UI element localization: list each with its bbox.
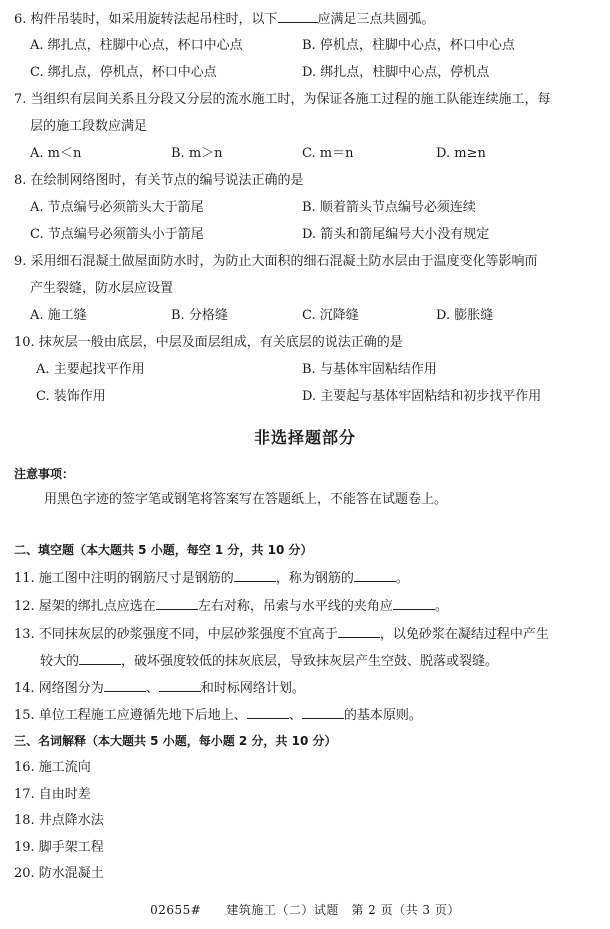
- part-title: 非选择题部分: [253, 428, 356, 447]
- q11-blank-2: [354, 568, 396, 582]
- q6-blank: [278, 9, 318, 23]
- q13-blank-2: [79, 651, 121, 665]
- q20-term: 20. 防水混凝土: [14, 866, 104, 881]
- q9-stem-line2: 产生裂缝，防水层应设置: [30, 281, 174, 296]
- section2-heading: 二、填空题（本大题共 5 小题，每空 1 分，共 10 分）: [14, 543, 313, 557]
- q7-option-c: C. m＝n: [302, 146, 354, 161]
- q13-blank-1: [338, 624, 380, 638]
- q14-blank-1: [104, 678, 146, 692]
- notice-text: 用黑色字迹的签字笔或钢笔将答案写在答题纸上，不能答在试题卷上。: [44, 492, 448, 507]
- q15-blank-2: [302, 705, 344, 719]
- q11-blank-1: [234, 568, 276, 582]
- q15: [14, 705, 422, 725]
- q18-term: 18. 井点降水法: [14, 813, 104, 828]
- q10-stem: 10. 抹灰层一般由底层，中层及面层组成，有关底层的说法正确的是: [14, 335, 403, 350]
- q8-option-d: D. 箭头和箭尾编号大小没有规定: [302, 227, 490, 242]
- q6-stem-text-b: 应满足三点共圆弧。: [317, 12, 435, 27]
- q16-term: 16. 施工流向: [14, 760, 91, 775]
- q6-option-d: D. 绑扎点，柱脚中心点，停机点: [302, 65, 490, 80]
- q9-stem-line1: 9. 采用细石混凝土做屋面防水时，为防止大面积的细石混凝土防水层由于温度变化等影响而: [14, 254, 538, 269]
- q9-option-b: B. 分格缝: [171, 308, 228, 323]
- q14-text-a: 14. 网络图分为: [14, 681, 104, 696]
- q12: [14, 596, 448, 616]
- section3-heading: 三、名词解释（本大题共 5 小题，每小题 2 分，共 10 分）: [14, 734, 337, 748]
- q9-option-a: A. 施工缝: [30, 308, 87, 323]
- q10-option-c: C. 装饰作用: [36, 389, 106, 404]
- q7-stem-line1: 7. 当组织有层间关系且分段又分层的流水施工时，为保证各施工过程的施工队能连续施工，每: [14, 92, 551, 107]
- q7-option-d: D. m≥n: [436, 146, 486, 161]
- q13-text-b: ，以免砂浆在凝结过程中产生: [379, 627, 549, 642]
- q7-option-a: A. m＜n: [30, 146, 82, 161]
- q9-option-c: C. 沉降缝: [302, 308, 359, 323]
- notice-heading: 注意事项：: [14, 467, 75, 481]
- q12-blank-2: [393, 596, 435, 610]
- q8-stem: 8. 在绘制网络图时，有关节点的编号说法正确的是: [14, 173, 304, 188]
- q10-option-d: D. 主要起与基体牢固粘结和初步找平作用: [302, 389, 542, 404]
- q15-blank-1: [247, 705, 289, 719]
- q15-text-a: 15. 单位工程施工应遵循先地下后地上、: [14, 708, 247, 723]
- q6-stem: [14, 9, 435, 29]
- q14-text-b: 、: [145, 681, 159, 696]
- q10-option-b: B. 与基体牢固粘结作用: [302, 362, 437, 377]
- q17-term: 17. 自由时差: [14, 787, 91, 802]
- q11-text-b: ，称为钢筋的: [275, 571, 354, 586]
- q6-option-a: A. 绑扎点，柱脚中心点，杯口中心点: [30, 38, 243, 53]
- q13-line1: [14, 624, 549, 644]
- q12-blank-1: [156, 596, 198, 610]
- q8-option-b: B. 顺着箭头节点编号必须连续: [302, 200, 476, 215]
- page-footer: 02655# 建筑施工（二）试题 第 2 页（共 3 页）: [150, 903, 460, 917]
- q11: [14, 568, 409, 588]
- q14-text-c: 和时标网络计划。: [200, 681, 305, 696]
- q14-blank-2: [159, 678, 201, 692]
- q13-line2: [40, 651, 498, 671]
- q8-option-a: A. 节点编号必须箭头大于箭尾: [30, 200, 204, 215]
- q12-text-a: 12. 屋架的绑扎点应选在: [14, 599, 156, 614]
- q6-option-c: C. 绑扎点，停机点，杯口中心点: [30, 65, 217, 80]
- q11-text-a: 11. 施工图中注明的钢筋尺寸是钢筋的: [14, 571, 234, 586]
- q14: [14, 678, 305, 698]
- q13-text-c: 较大的: [40, 654, 80, 669]
- q11-text-c: 。: [395, 571, 409, 586]
- q9-option-d: D. 膨胀缝: [436, 308, 494, 323]
- q15-text-c: 的基本原则。: [343, 708, 422, 723]
- q12-text-c: 。: [434, 599, 448, 614]
- q13-text-a: 13. 不同抹灰层的砂浆强度不同，中层砂浆强度不宜高于: [14, 627, 338, 642]
- q7-option-b: B. m＞n: [171, 146, 223, 161]
- q15-text-b: 、: [288, 708, 302, 723]
- q12-text-b: 左右对称，吊索与水平线的夹角应: [197, 599, 393, 614]
- q7-stem-line2: 层的施工段数应满足: [30, 119, 148, 134]
- q8-option-c: C. 节点编号必须箭头小于箭尾: [30, 227, 204, 242]
- q10-option-a: A. 主要起找平作用: [36, 362, 145, 377]
- q6-stem-text-a: 6. 构件吊装时，如采用旋转法起吊柱时，以下: [14, 12, 278, 27]
- q19-term: 19. 脚手架工程: [14, 840, 104, 855]
- q6-option-b: B. 停机点，柱脚中心点，杯口中心点: [302, 38, 515, 53]
- q13-text-d: ，破坏强度较低的抹灰底层，导致抹灰层产生空鼓、脱落或裂缝。: [121, 654, 499, 669]
